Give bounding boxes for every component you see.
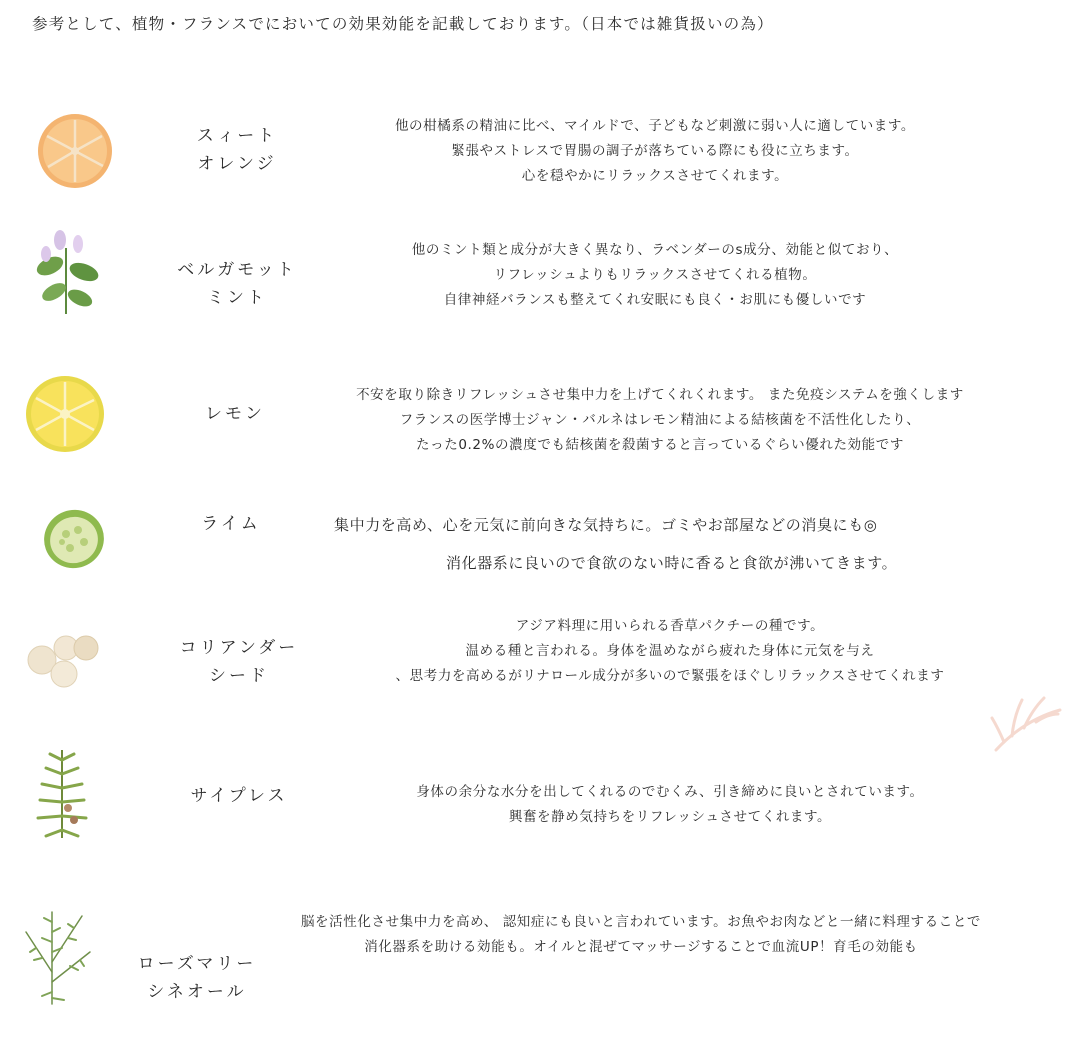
item-description: 身体の余分な水分を出してくれるのでむくみ、引き締めに良いとされています。 興奮を静め気持ちをリフレッシュさせてくれます。: [416, 784, 924, 825]
item-description: 脳を活性化させ集中力を高め、 認知症にも良いと言われています。お魚やお肉などと一緒に料理することで 消化器系を助ける効能も。オイルと混ぜてマッサージすることで血流UP！育毛の効能も: [300, 914, 982, 955]
item-description: 不安を取り除きリフレッシュさせ集中力を上げてくれくれます。 また免疫システムを強くします フランスの医学博士ジャン・バルネはレモン精油による結核菌を不活性化したり、 たった0.2%の濃度でも結核菌を殺菌すると言っているぐらい優れた効能です: [356, 387, 964, 453]
item-description: 他のミント類と成分が大きく異なり、ラベンダーのs成分、効能と似ており、 リフレッシュよりもリラックスさせてくれる植物。 自律神経バランスも整えてくれ安眠にも良く・お肌にも優しいです: [411, 242, 899, 308]
mint-sprig-icon: [22, 228, 110, 316]
item-name: ローズマリー シネオール: [137, 954, 257, 1002]
item-name: サイプレス: [190, 786, 288, 806]
rosemary-sprig-icon: [12, 902, 98, 1006]
item-description: 集中力を高め、心を元気に前向きな気持ちに。ゴミやお部屋などの消臭にも◎ 消化器系に良いので食欲のない時に香ると食欲が沸いてきます。: [334, 516, 898, 572]
page-intro: 参考として、植物・フランスでにおいての効果効能を記載しております。（日本では雑貨扱いの為）: [32, 15, 774, 33]
item-description: 他の柑橘系の精油に比べ、マイルドで、子どもなど刺激に弱い人に適しています。 緊張やストレスで胃腸の調子が落ちている際にも役に立ちます。 心を穏やかにリラックスさせてくれます。: [394, 118, 916, 184]
cypress-branch-icon: [26, 746, 98, 842]
item-name: スィート オレンジ: [196, 126, 278, 174]
coriander-seeds-icon: [24, 634, 100, 690]
item-name: コリアンダー シード: [179, 638, 299, 686]
lime-half-icon: [40, 506, 108, 572]
item-description: アジア料理に用いられる香草パクチーの種です。 温める種と言われる。身体を温めながら疲れた身体に元気を与え 、思考力を高めるがリナロール成分が多いので緊張をほぐしリラックスさせてくれます: [395, 618, 945, 684]
item-name: ライム: [201, 514, 261, 534]
decorative-leaf-icon: [984, 680, 1064, 760]
item-name: レモン: [205, 404, 265, 424]
orange-slice-icon: [36, 112, 114, 190]
lemon-slice-icon: [24, 374, 106, 454]
item-name: ベルガモット ミント: [177, 260, 297, 308]
